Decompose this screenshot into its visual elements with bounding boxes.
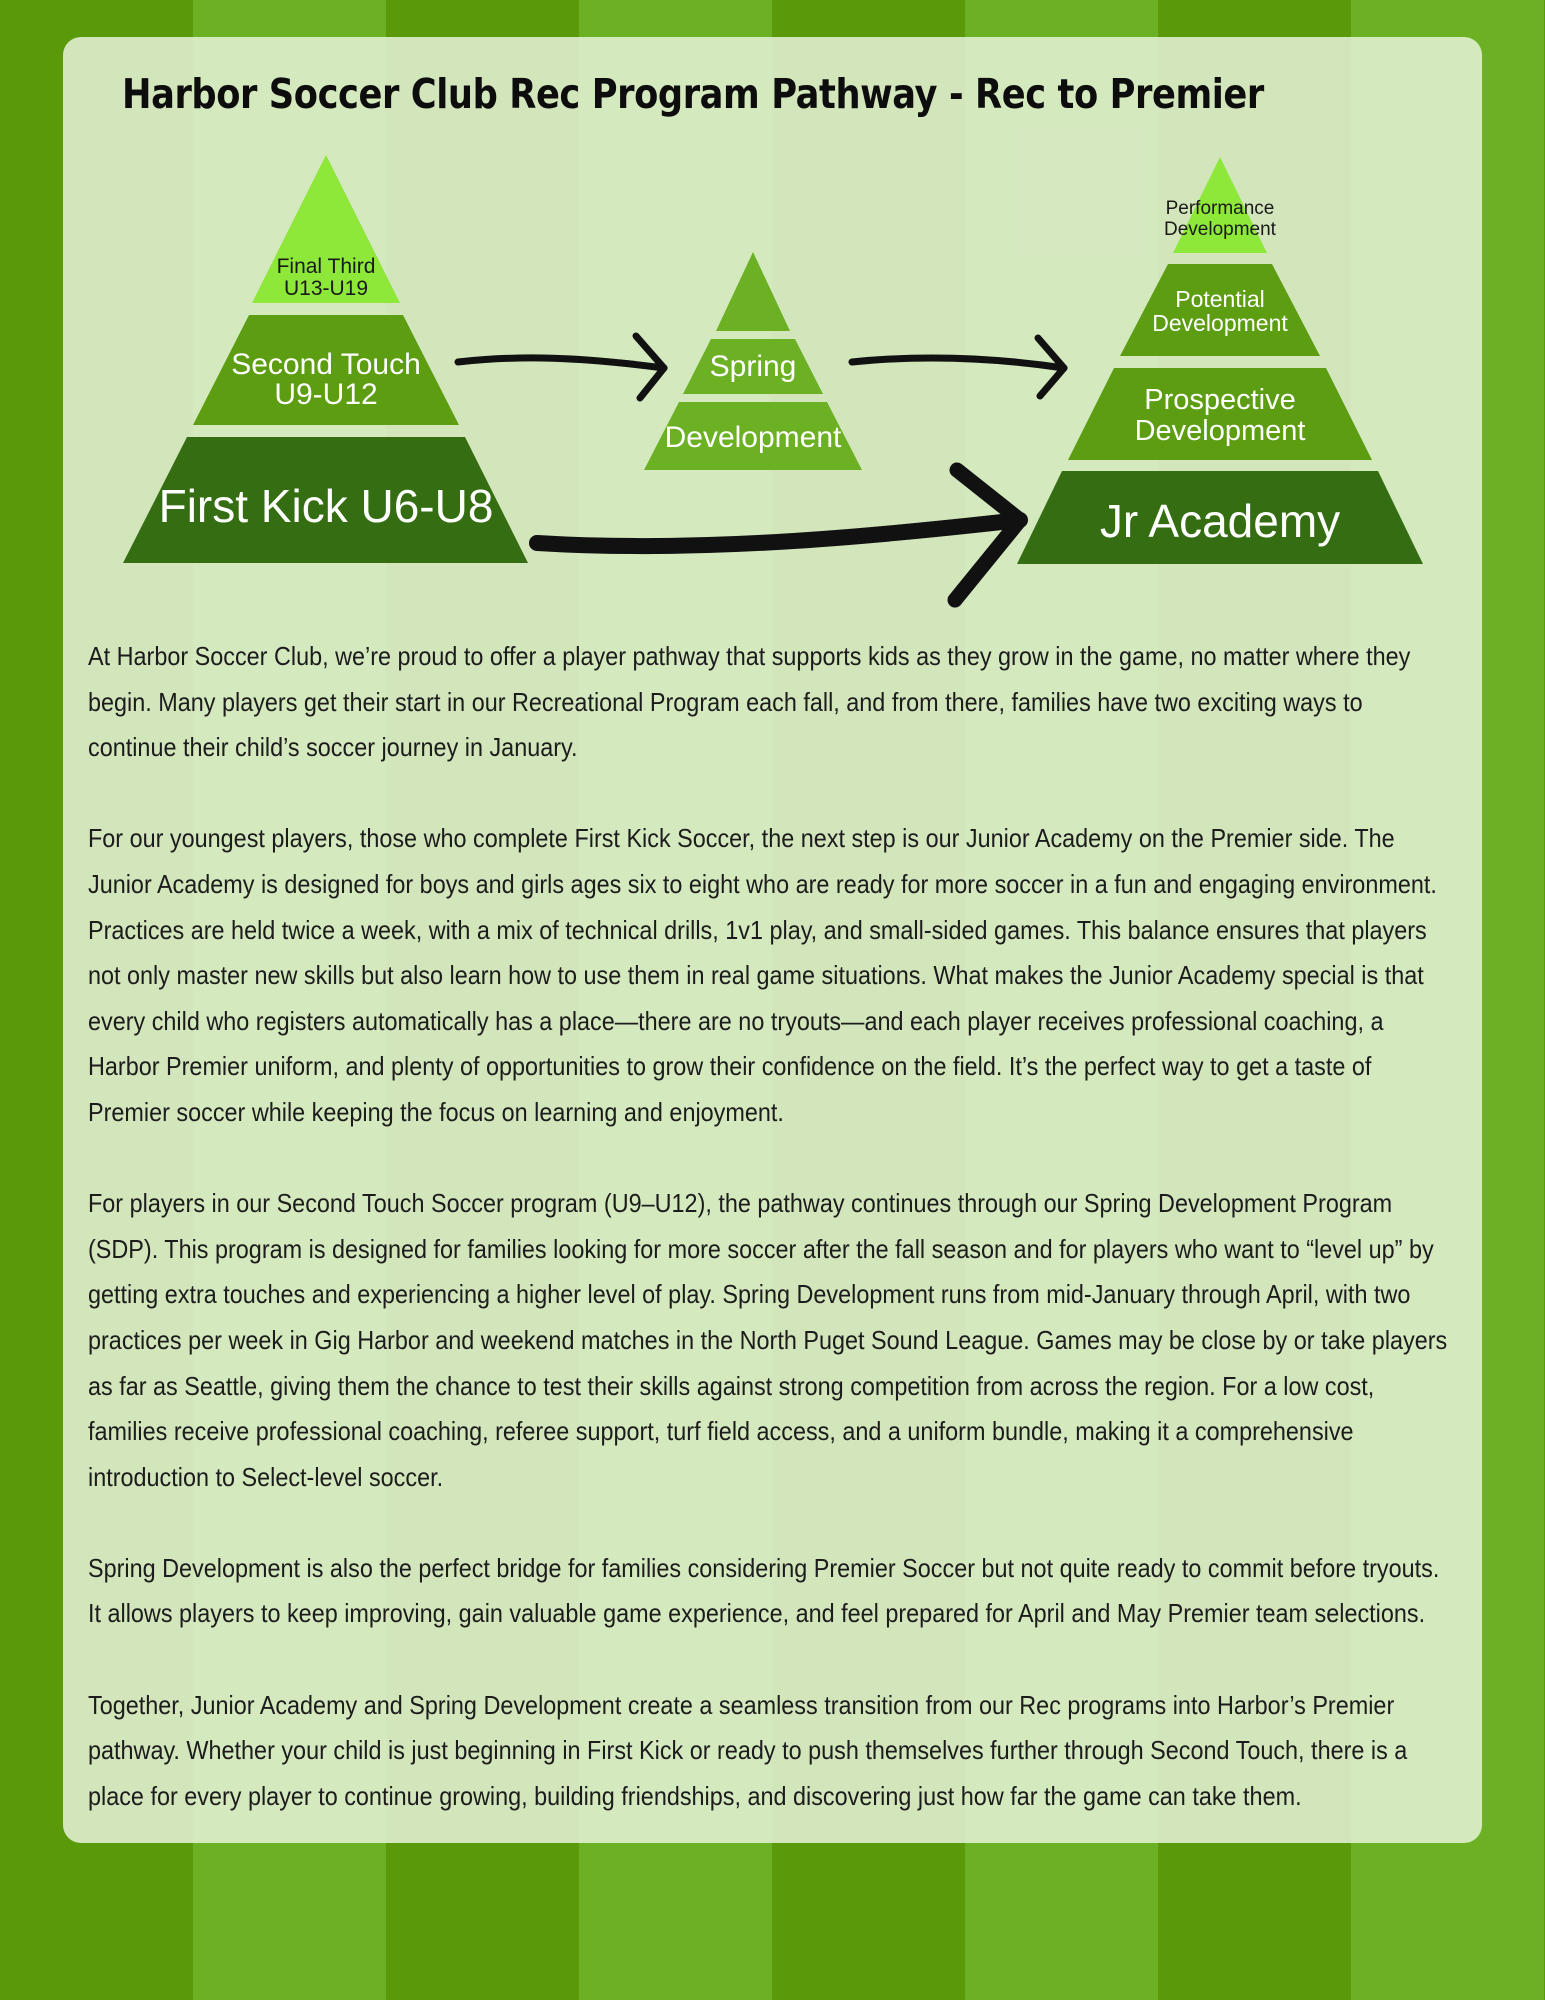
premier-upper-label-2: Development [1152, 310, 1288, 336]
premier-top-label-1: Performance [1165, 198, 1275, 219]
page-title: Harbor Soccer Club Rec Program Pathway - Rec to Premier [122, 70, 1264, 118]
spring-tier-top [716, 252, 790, 331]
premier-lower-label-1: Prospective [1144, 384, 1296, 416]
rec-middle-label-2: U9-U12 [274, 378, 378, 411]
paragraph-bridge: Spring Development is also the perfect bridge for families considering Premier Soccer but not quite ready to commit before tryouts. It allows players to keep improving, gain valuable game experience, and feel prepared for April and May Premier team selections. [88, 1552, 1440, 1629]
arrow-rec-to-spring [458, 336, 664, 398]
body-text [88, 634, 1458, 1865]
rec-bottom-label: First Kick U6-U8 [158, 480, 494, 532]
arrow-spring-to-premier [852, 338, 1064, 396]
rec-top-label-2: U13-U19 [283, 277, 369, 300]
premier-pyramid [1017, 157, 1423, 564]
premier-bottom-label: Jr Academy [1099, 495, 1341, 547]
premier-upper-label-1: Potential [1175, 286, 1265, 312]
spring-pyramid [644, 252, 862, 470]
arrow-firstkick-to-jr-academy [537, 470, 1020, 600]
spring-middle-label: Spring [709, 350, 797, 383]
premier-top-label-2: Development [1164, 219, 1276, 240]
paragraph-conclusion: Together, Junior Academy and Spring Development create a seamless transition from our Rec programs into Harbor’s Premier pathway. Whether your child is just beginning in First Kick or ready to push themselves further through Second Touch, there is a place for every player to continue growing, building friendships, and discovering just how far the game can take them. [88, 1689, 1408, 1811]
paragraph-intro: At Harbor Soccer Club, we’re proud to offer a player pathway that supports kids as they grow in the game, no matter where they begin. Many players get their start in our Recreational Program each fall, and from there, families have two exciting ways to continue their child’s soccer journey in January. [88, 641, 1411, 763]
spring-bottom-label: Development [664, 421, 842, 454]
rec-top-label-1: Final Third [276, 255, 376, 278]
paragraph-junior-academy: For our youngest players, those who complete First Kick Soccer, the next step is our Junior Academy on the Premier side. The Junior Academy is designed for boys and girls ages six to eight who are ready for more soccer in a fun and engaging environment. Practices are held twice a week, with a mix of technical drills, 1v1 play, and small-sided games. This balance ensures that players not only master new skills but also learn how to use them in real game situations. What makes the Junior Academy special is that every child who registers automatically has a place—there are no tryouts—and each player receives professional coaching, a Harbor Premier uniform, and plenty of opportunities to grow their confidence on the field. It’s the perfect way to get a taste of Premier soccer while keeping the focus on learning and enjoyment. [88, 823, 1437, 1127]
premier-lower-label-2: Development [1134, 415, 1306, 447]
paragraph-spring-development: For players in our Second Touch Soccer program (U9–U12), the pathway continues through our Spring Development Program (SDP). This program is designed for families looking for more soccer after the fall season and for players who want to “level up” by getting extra touches and experiencing a higher level of play. Spring Development runs from mid-January through April, with two practices per week in Gig Harbor and weekend matches in the North Puget Sound League. Games may be close by or take players as far as Seattle, giving them the chance to test their skills against strong competition from across the region. For a low cost, families receive professional coaching, referee support, turf field access, and a uniform bundle, making it a comprehensive introduction to Select-level soccer. [88, 1188, 1448, 1492]
rec-middle-label-1: Second Touch [231, 348, 421, 381]
pathway-diagram [0, 0, 1545, 620]
